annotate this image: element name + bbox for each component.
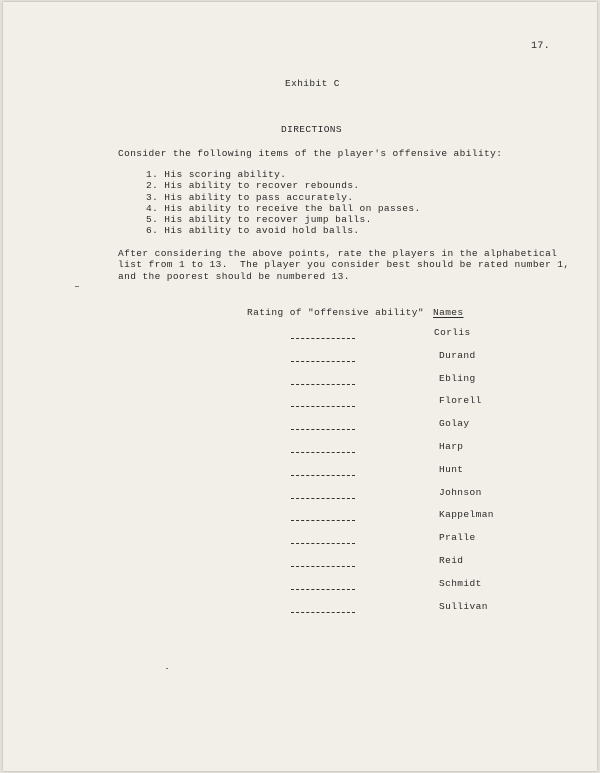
instructions-line: and the poorest should be numbered 13.	[118, 270, 350, 282]
stray-mark	[75, 286, 79, 287]
player-name: Corlis	[434, 327, 471, 338]
instructions-line: After considering the above points, rate the players in the alphabetical	[118, 248, 558, 259]
player-name: Ebling	[439, 372, 476, 384]
player-name: Durand	[439, 349, 476, 361]
rating-blank[interactable]	[291, 566, 355, 567]
directions-heading: DIRECTIONS	[281, 124, 343, 135]
player-name: Hunt	[439, 463, 464, 475]
document-page	[3, 2, 597, 771]
rating-column-header: Rating of "offensive ability"	[247, 307, 424, 318]
criteria-item: 5. His ability to recover jump balls.	[146, 214, 372, 226]
instructions-line: list from 1 to 13. The player you consider best should be rated number 1,	[118, 259, 570, 271]
rating-blank[interactable]	[291, 406, 355, 407]
player-name: Florell	[439, 395, 482, 407]
rating-blank[interactable]	[291, 612, 355, 613]
instructions-paragraph	[118, 248, 569, 282]
rating-blank[interactable]	[291, 361, 355, 362]
player-name: Johnson	[439, 486, 482, 498]
criteria-item: 1. His scoring ability.	[146, 169, 287, 180]
rating-blank[interactable]	[291, 384, 355, 385]
rating-blank[interactable]	[291, 498, 355, 499]
criteria-item: 2. His ability to recover rebounds.	[146, 180, 360, 192]
rating-blank[interactable]	[291, 520, 355, 521]
names-column-header: Names	[433, 307, 464, 318]
page-number: 17.	[531, 41, 551, 52]
player-name: Schmidt	[439, 577, 482, 589]
stray-mark	[166, 668, 168, 669]
player-name: Kappelman	[439, 509, 494, 521]
intro-paragraph: Consider the following items of the player's offensive ability:	[118, 148, 503, 159]
player-name: Reid	[439, 555, 464, 566]
rating-blank[interactable]	[291, 475, 355, 476]
rating-blank[interactable]	[291, 338, 355, 339]
rating-blank[interactable]	[291, 589, 355, 590]
player-name: Harp	[439, 441, 464, 452]
player-name: Sullivan	[439, 600, 488, 612]
exhibit-title: Exhibit C	[285, 78, 340, 89]
rating-blank[interactable]	[291, 543, 355, 544]
rating-blank[interactable]	[291, 452, 355, 453]
criteria-list	[146, 169, 421, 237]
player-name: Pralle	[439, 532, 476, 544]
criteria-item: 6. His ability to avoid hold balls.	[146, 225, 360, 237]
criteria-item: 3. His ability to pass accurately.	[146, 191, 354, 203]
player-name: Golay	[439, 418, 470, 430]
rating-blank[interactable]	[291, 429, 355, 430]
criteria-item: 4. His ability to receive the ball on passes.	[146, 202, 421, 214]
